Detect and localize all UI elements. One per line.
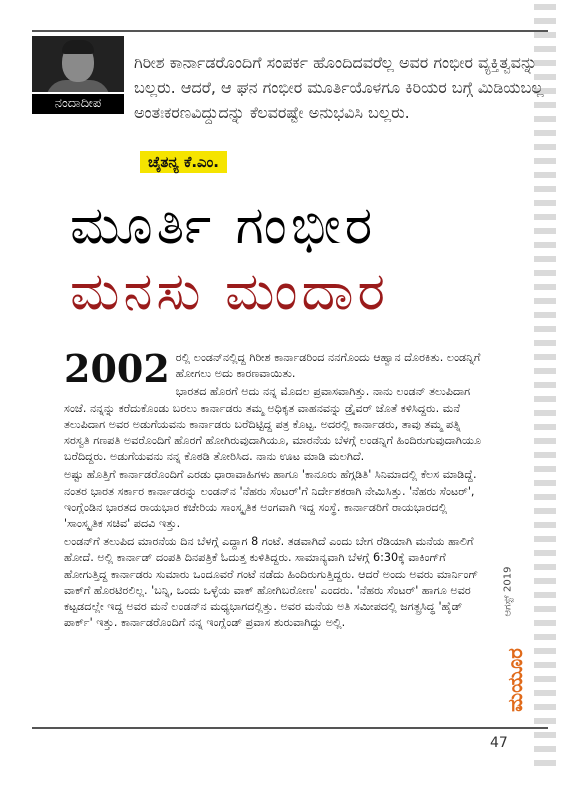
paragraph-1-text: ರಲ್ಲಿ ಲಂಡನ್‌ನಲ್ಲಿದ್ದ ಗಿರೀಶ ಕಾರ್ನಾಡರಿಂದ ನನಗೊಂದು ಆಹ್ವಾನ ದೊರಕಿತು. ಲಂಡನ್ನಿಗೆ ಹೋಗಲು ಅದು ಕಾರಣವಾಯಿತು. xyxy=(175,351,481,381)
bottom-rule xyxy=(32,727,548,729)
issue-date xyxy=(497,560,517,630)
headline-line-2: ಮನಸು ಮಂದಾರ xyxy=(70,262,389,322)
paragraph-4: ಲಂಡನ್‌ಗೆ ತಲುಪಿದ ಮಾರನೆಯ ದಿನ ಬೆಳಗ್ಗೆ ಎದ್ದಾಗ 8 ಗಂಟೆ. ತಡವಾಗಿದೆ ಎಂದು ಬೇಗ ರೆಡಿಯಾಗಿ ಮನೆಯ ಹಾಲಿಗೆ ಹೋದೆ. ಅಲ್ಲಿ ಕಾರ್ನಾಡ್ ದಂಪತಿ ದಿನಪತ್ರಿಕೆ ಓದುತ್ತ ಕುಳಿತಿದ್ದರು. ಸಾಮಾನ್ಯವಾಗಿ ಬೆಳಗ್ಗೆ 6:30ಕ್ಕೆ ವಾಕಿಂಗ್‌ಗೆ ಹೋಗುತ್ತಿದ್ದ ಕಾರ್ನಾಡರು ಸುಮಾರು ಒಂದೂವರೆ ಗಂಟೆ ನಡೆದು ಹಿಂದಿರುಗುತ್ತಿದ್ದರು. ಆದರೆ ಅಂದು ಅವರು ಮಾರ್ನಿಂಗ್ ವಾಕ್‌ಗೆ ಹೊರಟಿರಲಿಲ್ಲ. 'ಬನ್ನಿ, ಒಂದು ಒಳ್ಳೆಯ ವಾಕ್ ಹೋಗಿಬರೋಣ' ಎಂದರು. 'ನೆಹರು ಸೆಂಟರ್' ಹಾಗೂ ಅವರ ಕಟ್ಟಡದಲ್ಲೇ ಇದ್ದ ಅವರ ಮನೆ ಲಂಡನ್‌ನ ಮಧ್ಯಭಾಗದಲ್ಲಿತ್ತು. ಅವರ ಮನೆಯ ಅತಿ ಸಮೀಪದಲ್ಲಿ ಜಗತ್ಪ್ರಸಿದ್ಧ 'ಹೈಡ್ ಪಾರ್ಕ್' ಇತ್ತು. ಕಾರ್ನಾಡರೊಂದಿಗೆ ನನ್ನ ಇಂಗ್ಲೆಂಡ್ ಪ್ರವಾಸ ಶುರುವಾಗಿದ್ದು ಅಲ್ಲಿ. xyxy=(64,535,479,630)
magazine-name: ಮಯೂರ xyxy=(503,648,527,712)
article-body xyxy=(64,346,482,633)
top-rule xyxy=(32,30,548,32)
author-photo xyxy=(32,36,124,92)
column-badge xyxy=(32,36,124,114)
paragraph-1 xyxy=(64,346,482,391)
issue-date-text: ಆಗಸ್ಟ್ 2019 xyxy=(502,566,514,617)
intro-blurb: ಗಿರೀಶ ಕಾರ್ನಾಡರೊಂದಿಗೆ ಸಂಪರ್ಕ ಹೊಂದಿದವರೆಲ್ಲ ಅವರ ಗಂಭೀರ ವ್ಯಕ್ತಿತ್ವವನ್ನು ಬಲ್ಲರು. ಆದರೆ, ಆ ಘನ ಗಂಭೀರ ಮೂರ್ತಿಯೊಳಗೂ ಕಿರಿಯರ ಬಗ್ಗೆ ಮಿಡಿಯಬಲ್ಲ ಅಂತಃಕರಣವಿದ್ದುದನ್ನು ಕೆಲವರಷ್ಟೇ ಅನುಭವಿಸಿ ಬಲ್ಲರು. xyxy=(134,53,544,122)
magazine-logo xyxy=(502,640,528,722)
paragraph-2: ಭಾರತದ ಹೊರಗೆ ಅದು ನನ್ನ ಮೊದಲ ಪ್ರವಾಸವಾಗಿತ್ತು. ನಾನು ಲಂಡನ್ ತಲುಪಿದಾಗ ಸಂಜೆ. ನನ್ನನ್ನು ಕರೆದುಕೊಂಡು ಬರಲು ಕಾರ್ನಾಡರು ತಮ್ಮ ಅಧಿಕೃತ ವಾಹನವನ್ನು ಡ್ರೈವರ್ ಜೊತೆ ಕಳಿಸಿದ್ದರು. ಮನೆ ತಲುಪಿದಾಗ ಅವರ ಅಡುಗೆಯವನು ಕಾರ್ನಾಡರು ಬರೆದಿಟ್ಟಿದ್ದ ಪತ್ರ ಕೊಟ್ಟ. ಅದರಲ್ಲಿ ಕಾರ್ನಾಡರು, ತಾವು ತಮ್ಮ ಪತ್ನಿ ಸರಸ್ವತಿ ಗಣಪತಿ ಅವರೊಂದಿಗೆ ಹೊರಗೆ ಹೋಗಿರುವುದಾಗಿಯೂ, ಮಾರನೆಯ ಬೆಳಗ್ಗೆ ಲಂಡನ್ನಿಗೆ ಹಿಂದಿರುಗುವುದಾಗಿಯೂ ಬರೆದಿದ್ದರು. ಅಡುಗೆಯವನು ನನ್ನ ಕೊಠಡಿ ತೋರಿಸಿದ. ನಾನು ಊಟ ಮಾಡಿ ಮಲಗಿದೆ. xyxy=(64,385,482,464)
page-number: 47 xyxy=(490,735,508,751)
author-name: ಚೈತನ್ಯ ಕೆ.ಎಂ. xyxy=(140,151,227,173)
column-name: ನಂದಾದೀಪ xyxy=(32,94,124,114)
paragraph-3: ಅಷ್ಟು ಹೊತ್ತಿಗೆ ಕಾರ್ನಾಡರೊಂದಿಗೆ ಎರಡು ಧಾರಾವಾಹಿಗಳು ಹಾಗೂ 'ಕಾನೂರು ಹೆಗ್ಗಡಿತಿ' ಸಿನಿಮಾದಲ್ಲಿ ಕೆಲಸ ಮಾಡಿದ್ದೆ. ನಂತರ ಭಾರತ ಸರ್ಕಾರ ಕಾರ್ನಾಡರನ್ನು ಲಂಡನ್‌ನ 'ನೆಹರು ಸೆಂಟರ್'ಗೆ ನಿರ್ದೇಶಕರಾಗಿ ನೇಮಿಸಿತ್ತು. 'ನೆಹರು ಸೆಂಟರ್', ಇಂಗ್ಲೆಂಡಿನ ಭಾರತದ ರಾಯಭಾರ ಕಚೇರಿಯ ಸಾಂಸ್ಕೃತಿಕ ಅಂಗವಾಗಿ ಇದ್ದ ಸಂಸ್ಥೆ. ಕಾರ್ನಾಡರಿಗೆ ರಾಯಭಾರದಲ್ಲಿ 'ಸಾಂಸ್ಕೃತಿಕ ಸಚಿವ' ಪದವಿ ಇತ್ತು. xyxy=(64,468,477,531)
headline-line-1: ಮೂರ್ತಿ ಗಂಭೀರ xyxy=(70,196,377,256)
drop-cap: 2002 xyxy=(64,346,170,391)
